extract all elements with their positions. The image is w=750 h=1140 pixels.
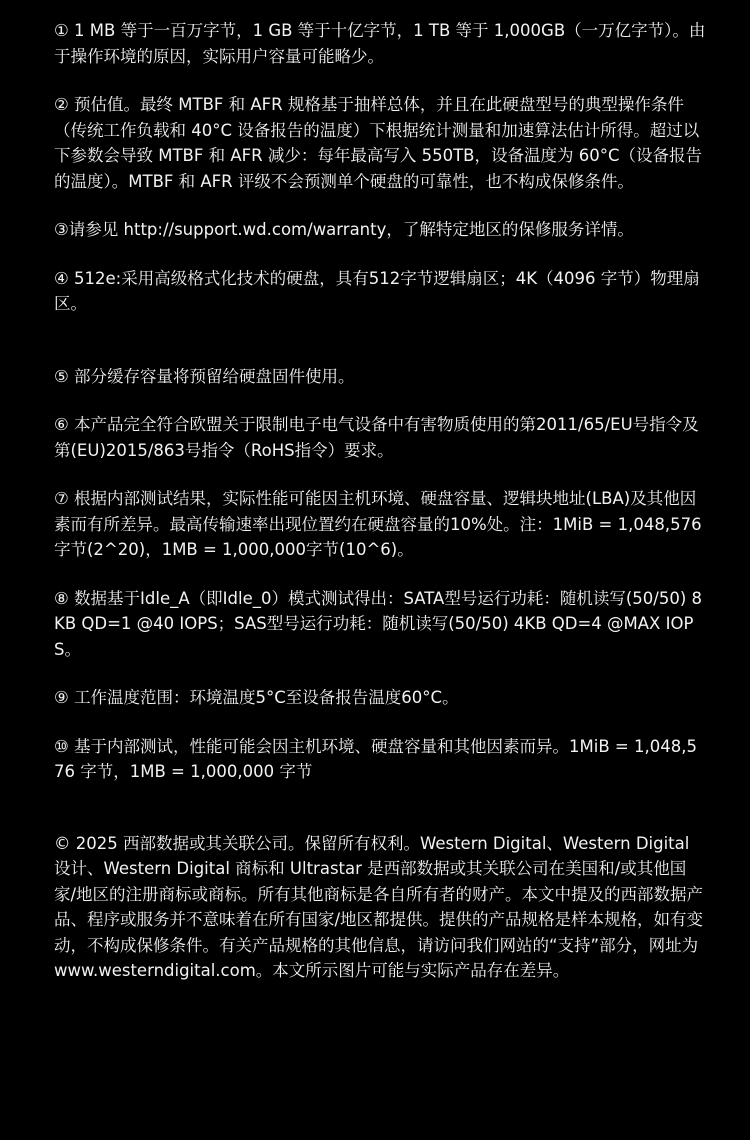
footnote-1: ① 1 MB 等于一百万字节，1 GB 等于十亿字节，1 TB 等于 1,000GB（一万亿字节）。由于操作环境的原因，实际用户容量可能略少。	[54, 21, 706, 66]
footnote-10: ⑩ 基于内部测试，性能可能会因主机环境、硬盘容量和其他因素而异。1MiB = 1,048,576 字节，1MB = 1,000,000 字节	[54, 736, 697, 781]
copyright-notice: © 2025 西部数据或其关联公司。保留所有权利。Western Digital、Western Digital 设计、Western Digital 商标和 Ultrastar 是西部数据或其关联公司在美国和/或其他国家/地区的注册商标或商标。所有其他商标是各自所有者的财产。本文中提及的西部数据产品、程序或服务并不意味着在所有国家/地区都提供。提供的产品规格是样本规格，如有变动，不构成保修条件。有关产品规格的其他信息，请访问我们网站的“支持”部分，网址为 www.westerndigital.com。本文所示图片可能与实际产品存在差异。	[54, 833, 704, 980]
footnote-5: ⑤ 部分缓存容量将预留给硬盘固件使用。	[54, 366, 355, 386]
footnote-7: ⑦ 根据内部测试结果，实际性能可能因主机环境、硬盘容量、逻辑块地址(LBA)及其他因素而有所差异。最高传输速率出现位置约在硬盘容量的10%处。注：1MiB = 1,048,576字节(2^20)，1MB = 1,000,000字节(10^6)。	[54, 489, 702, 559]
footnote-3: ③请参见 http://support.wd.com/warranty，了解特定地区的保修服务详情。	[54, 220, 634, 239]
footnote-4: ④ 512e:采用高级格式化技术的硬盘，具有512字节逻辑扇区；4K（4096 字节）物理扇区。	[54, 268, 700, 313]
footnote-2: ② 预估值。最终 MTBF 和 AFR 规格基于抽样总体，并且在此硬盘型号的典型操作条件（传统工作负载和 40°C 设备报告的温度）下根据统计测量和加速算法估计所得。超过以下参数会导致 MTBF 和 AFR 减少：每年最高写入 550TB，设备温度为 60°C（设备报告的温度）。MTBF 和 AFR 评级不会预测单个硬盘的可靠性，也不构成保修条件。	[54, 95, 702, 191]
footnotes-section	[54, 18, 706, 984]
footnote-8: ⑧ 数据基于Idle_A（即Idle_0）模式测试得出：SATA型号运行功耗：随机读写(50/50) 8KB QD=1 @40 IOPS；SAS型号运行功耗：随机读写(50/50) 4KB QD=4 @MAX IOPS。	[54, 588, 703, 659]
footnote-6: ⑥ 本产品完全符合欧盟关于限制电子电气设备中有害物质使用的第2011/65/EU号指令及第(EU)2015/863号指令（RoHS指令）要求。	[54, 415, 699, 460]
footnote-9: ⑨ 工作温度范围：环境温度5°C至设备报告温度60°C。	[54, 688, 459, 707]
